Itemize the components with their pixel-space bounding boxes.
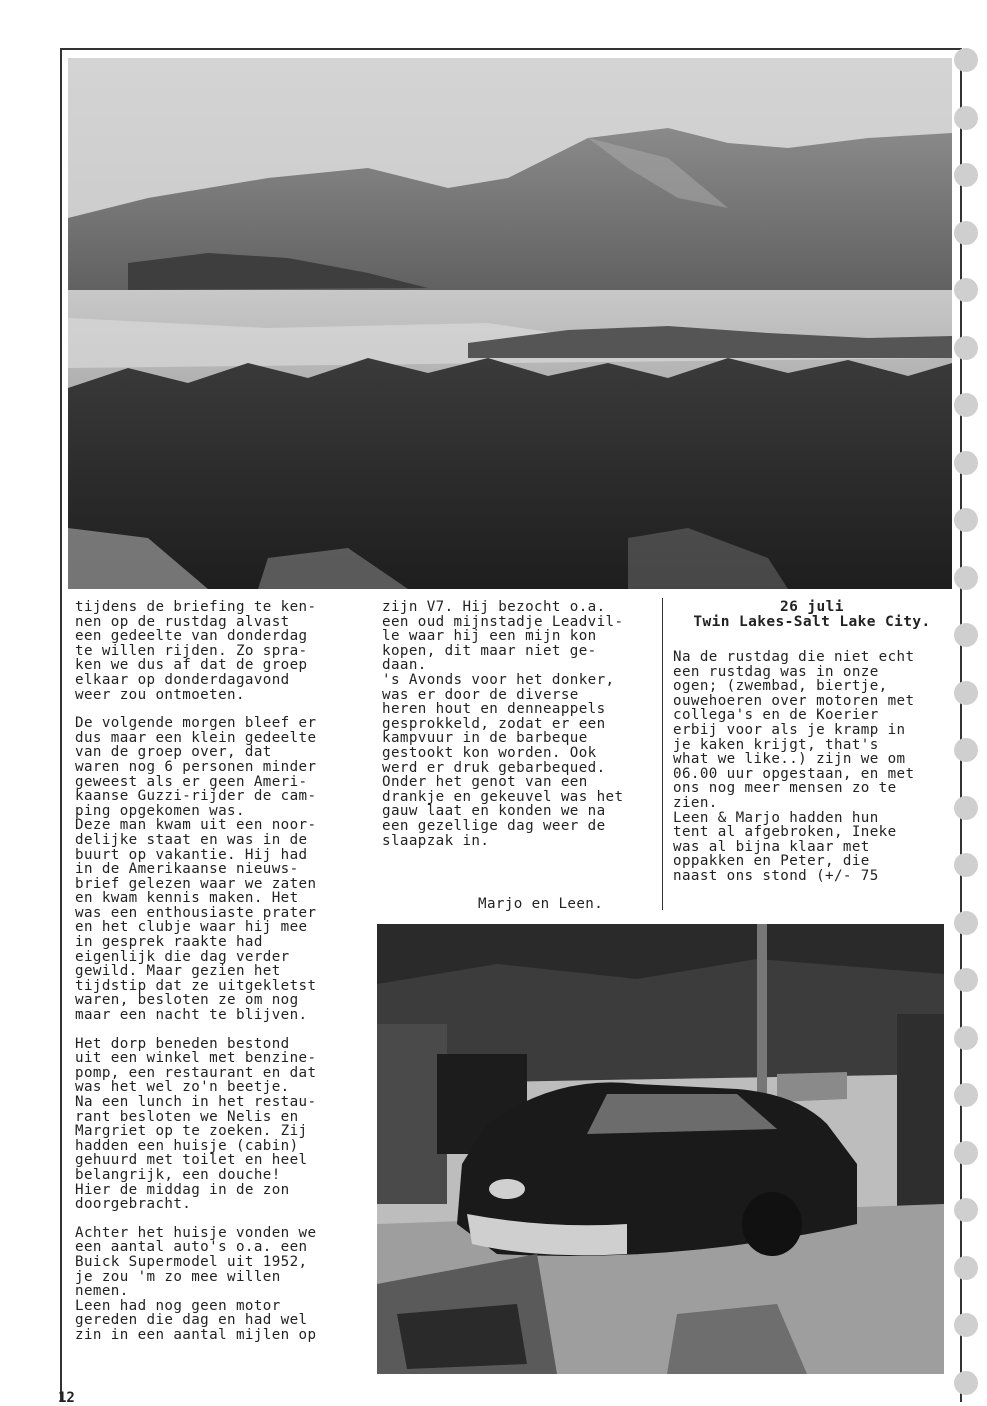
binding-holes	[954, 40, 987, 1402]
column1-paragraph-1: tijdens de briefing te ken- nen op de rustdag alvast een gedeelte van donderdag te willen rijden. Zo spra- ken we dus af dat de groep elkaar op donderdagavond weer zou ontmoeten.	[75, 599, 317, 703]
binding-hole	[954, 968, 978, 992]
text-column-2	[382, 600, 652, 862]
binding-hole	[954, 48, 978, 72]
binding-hole	[954, 681, 978, 705]
old-buick-car-photo	[377, 924, 944, 1374]
column1-paragraph-4: Achter het huisje vonden we een aantal auto's o.a. een Buick Supermodel uit 1952, je zou 'm zo mee willen nemen. Leen had nog geen motor gereden die dag en had wel zin in een aantal mijlen op	[75, 1224, 317, 1343]
binding-hole	[954, 1256, 978, 1280]
binding-hole	[954, 508, 978, 532]
binding-hole	[954, 1313, 978, 1337]
binding-hole	[954, 1141, 978, 1165]
column-divider	[662, 598, 663, 910]
binding-hole	[954, 1198, 978, 1222]
binding-hole	[954, 451, 978, 475]
column2-paragraph-1: zijn V7. Hij bezocht o.a. een oud mijnstadje Leadvil- le waar hij een mijn kon kopen, dit maar niet ge- daan. 's Avonds voor het donker, was er door de diverse heren hout en denneappels gesprokkeld, zodat er een kampvuur in de barbeque gestookt kon worden. Ook werd er druk gebarbequed. Onder het genot van een drankje en gekeuvel was het gauw laat en konden we na een gezellige dag weer de slaapzak in.	[382, 599, 624, 849]
section-route: Twin Lakes-Salt Lake City.	[693, 614, 931, 630]
binding-hole	[954, 221, 978, 245]
binding-hole	[954, 1371, 978, 1395]
text-column-3	[673, 600, 951, 884]
binding-hole	[954, 796, 978, 820]
binding-hole	[954, 278, 978, 302]
binding-hole	[954, 623, 978, 647]
binding-hole	[954, 1026, 978, 1050]
text-column-1	[75, 600, 355, 1343]
binding-hole	[954, 336, 978, 360]
signature: Marjo en Leen.	[478, 896, 604, 912]
lake-mountain-forest-photo	[68, 58, 952, 589]
page-number: 12	[58, 1390, 75, 1406]
section-date: 26 juli	[780, 599, 844, 615]
binding-hole	[954, 853, 978, 877]
binding-hole	[954, 1083, 978, 1107]
binding-hole	[954, 566, 978, 590]
binding-hole	[954, 393, 978, 417]
column1-paragraph-2: De volgende morgen bleef er dus maar een klein gedeelte van de groep over, dat waren nog 6 personen minder geweest als er geen Ameri- kaanse Guzzi-rijder de cam- ping opgekomen was. Deze man kwam uit een noor- delijke staat en was in de buurt op vakantie. Hij had in de Amerikaanse nieuws- brief gelezen waar we zaten en kwam kennis maken. Het was een enthousiaste prater en het clubje waar hij mee in gesprek raakte had eigenlijk die dag verder gewild. Maar gezien het tijdstip dat ze uitgekletst waren, besloten ze om nog maar een nacht te blijven.	[75, 715, 317, 1024]
column3-paragraph-1: Na de rustdag die niet echt een rustdag was in onze ogen; (zwembad, biertje, ouwehoeren over motoren met collega's en de Koerier erbij voor als je kramp in je kaken krijgt, that's what we like..) zijn we om 06.00 uur opgestaan, en met ons nog meer mensen zo te zien. Leen & Marjo hadden hun tent al afgebroken, Ineke was al bijna klaar met oppakken en Peter, die naast ons stond (+/- 75	[673, 649, 915, 884]
binding-hole	[954, 738, 978, 762]
binding-hole	[954, 106, 978, 130]
binding-hole	[954, 911, 978, 935]
section-heading	[673, 600, 951, 630]
column1-paragraph-3: Het dorp beneden bestond uit een winkel met benzine- pomp, een restaurant en dat was het wel zo'n beetje. Na een lunch in het restau- rant besloten we Nelis en Margriet op te zoeken. Zij hadden een huisje (cabin) gehuurd met toilet en heel belangrijk, een douche! Hier de middag in de zon doorgebracht.	[75, 1035, 317, 1213]
binding-hole	[954, 163, 978, 187]
